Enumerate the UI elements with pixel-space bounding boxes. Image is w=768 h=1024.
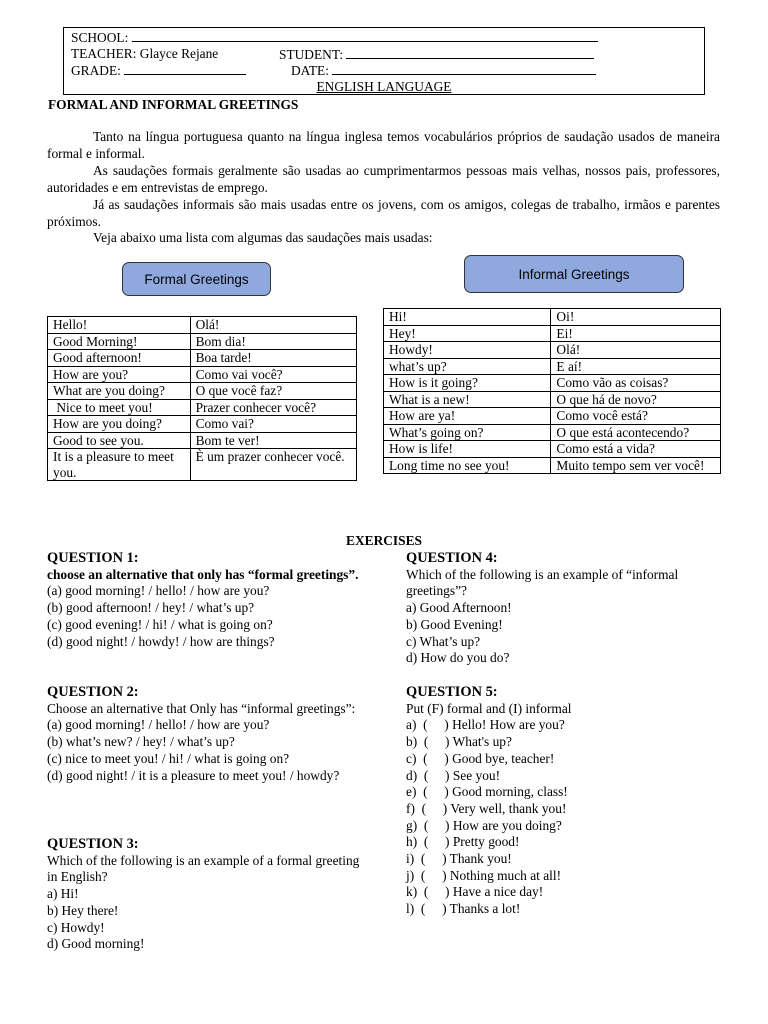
student-line	[279, 46, 594, 63]
question-5-options	[406, 717, 726, 917]
formal-greeting-english-cell: Good to see you.	[48, 432, 191, 449]
formal-greeting-row	[48, 350, 357, 367]
informal-greeting-portuguese-cell: O que está acontecendo?	[551, 424, 721, 441]
teacher-label: TEACHER: Glayce Rejane	[71, 46, 219, 61]
intro-paragraph-2: As saudações formais geralmente são usadas ao cumprimentarmos pessoas mais velhas, nossos pais, professores, autoridades e em entrevistas de emprego.	[47, 163, 720, 195]
question-5-item[interactable]: a) ( ) Hello! How are you?	[406, 717, 565, 733]
formal-greeting-portuguese-cell: Prazer conhecer você?	[190, 399, 356, 416]
question-1-option-a[interactable]: (a) good morning! / hello! / how are you?	[47, 583, 270, 599]
question-2-title: QUESTION 2:	[47, 684, 139, 700]
question-1-option-c[interactable]: (c) good evening! / hi! / what is going on?	[47, 616, 273, 632]
informal-greeting-english-cell: Long time no see you!	[384, 457, 551, 474]
page-title: FORMAL AND INFORMAL GREETINGS	[48, 97, 299, 112]
formal-greeting-portuguese-cell: Bom dia!	[190, 333, 356, 350]
formal-greeting-english-cell: Good afternoon!	[48, 350, 191, 367]
question-5-title: QUESTION 5:	[406, 684, 498, 700]
formal-greeting-english-cell: How are you?	[48, 366, 191, 383]
subject-title: ENGLISH LANGUAGE	[316, 79, 452, 94]
formal-greeting-english-cell: Nice to meet you!	[48, 399, 191, 416]
question-5-item[interactable]: j) ( ) Nothing much at all!	[406, 867, 562, 883]
question-5-item[interactable]: f) ( ) Very well, thank you!	[406, 800, 567, 816]
question-1-option-d[interactable]: (d) good night! / howdy! / how are things?	[47, 633, 275, 649]
informal-greeting-english-cell: what’s up?	[384, 358, 551, 375]
informal-greeting-row	[384, 457, 721, 474]
question-4	[406, 550, 726, 667]
informal-greeting-row	[384, 325, 721, 342]
informal-greeting-portuguese-cell: Muito tempo sem ver você!	[551, 457, 721, 474]
exercises-title: EXERCISES	[346, 533, 422, 548]
question-5-item[interactable]: c) ( ) Good bye, teacher!	[406, 750, 555, 766]
informal-greeting-row	[384, 358, 721, 375]
question-2-option-d[interactable]: (d) good night! / it is a pleasure to meet you! / howdy?	[47, 767, 340, 783]
question-2-option-c[interactable]: (c) nice to meet you! / hi! / what is going on?	[47, 750, 290, 766]
formal-greetings-label: Formal Greetings	[122, 262, 271, 296]
informal-greeting-portuguese-cell: Como está a vida?	[551, 441, 721, 458]
question-5-item[interactable]: b) ( ) What's up?	[406, 734, 512, 750]
informal-greeting-row	[384, 424, 721, 441]
question-4-title: QUESTION 4:	[406, 550, 498, 566]
question-3-option-d[interactable]: d) Good morning!	[47, 936, 145, 952]
school-line	[71, 29, 598, 46]
question-3-option-b[interactable]: b) Hey there!	[47, 902, 119, 918]
formal-greeting-row	[48, 383, 357, 400]
informal-greeting-portuguese-cell: Olá!	[551, 342, 721, 359]
question-5-item[interactable]: g) ( ) How are you doing?	[406, 817, 562, 833]
question-4-option-b[interactable]: b) Good Evening!	[406, 616, 503, 632]
informal-greeting-english-cell: How is life!	[384, 441, 551, 458]
question-5-item[interactable]: h) ( ) Pretty good!	[406, 834, 520, 850]
question-4-option-c[interactable]: c) What’s up?	[406, 633, 481, 649]
informal-greeting-portuguese-cell: Como você está?	[551, 408, 721, 425]
school-blank[interactable]	[132, 29, 598, 42]
informal-greetings-label: Informal Greetings	[464, 255, 684, 293]
question-3-option-a[interactable]: a) Hi!	[47, 886, 79, 902]
informal-greeting-row	[384, 408, 721, 425]
question-2	[47, 684, 367, 784]
formal-greeting-row	[48, 416, 357, 433]
informal-greeting-row	[384, 375, 721, 392]
formal-greeting-english-cell: What are you doing?	[48, 383, 191, 400]
question-4-option-a[interactable]: a) Good Afternoon!	[406, 600, 512, 616]
informal-greeting-english-cell: How are ya!	[384, 408, 551, 425]
formal-greeting-english-cell: How are you doing?	[48, 416, 191, 433]
informal-greeting-english-cell: Hey!	[384, 325, 551, 342]
informal-greeting-english-cell: How is it going?	[384, 375, 551, 392]
formal-greeting-english-cell: Hello!	[48, 317, 191, 334]
grade-line	[71, 62, 246, 79]
date-label: DATE:	[291, 63, 329, 78]
formal-greeting-row	[48, 399, 357, 416]
intro-paragraph-1: Tanto na língua portuguesa quanto na língua inglesa temos vocabulários próprios de saudação usados de maneira formal e informal.	[47, 129, 720, 161]
question-2-option-a[interactable]: (a) good morning! / hello! / how are you?	[47, 717, 270, 733]
informal-greeting-english-cell: Hi!	[384, 309, 551, 326]
question-5-item[interactable]: i) ( ) Thank you!	[406, 851, 512, 867]
header-box	[63, 27, 705, 95]
question-1-title: QUESTION 1:	[47, 550, 139, 566]
question-1-prompt: choose an alternative that only has “formal greetings”.	[47, 566, 359, 582]
date-blank[interactable]	[332, 62, 596, 75]
question-1	[47, 550, 367, 650]
informal-greeting-english-cell: What is a new!	[384, 391, 551, 408]
student-blank[interactable]	[346, 46, 594, 59]
informal-greeting-portuguese-cell: O que há de novo?	[551, 391, 721, 408]
formal-greeting-portuguese-cell: Olá!	[190, 317, 356, 334]
question-5-item[interactable]: d) ( ) See you!	[406, 767, 501, 783]
informal-greeting-row	[384, 441, 721, 458]
formal-greeting-row	[48, 366, 357, 383]
informal-greetings-table	[383, 308, 721, 474]
formal-greeting-portuguese-cell: È um prazer conhecer você.	[190, 449, 356, 481]
formal-greeting-row	[48, 333, 357, 350]
question-3-prompt: Which of the following is an example of a formal greeting in English?	[47, 852, 360, 885]
teacher-line	[71, 46, 218, 62]
formal-greeting-portuguese-cell: O que você faz?	[190, 383, 356, 400]
question-3-option-c[interactable]: c) Howdy!	[47, 919, 105, 935]
informal-greeting-row	[384, 391, 721, 408]
informal-greeting-portuguese-cell: Ei!	[551, 325, 721, 342]
student-label: STUDENT:	[279, 47, 344, 62]
informal-greeting-row	[384, 342, 721, 359]
formal-greeting-row	[48, 317, 357, 334]
formal-greetings-table	[47, 316, 357, 481]
question-2-prompt: Choose an alternative that Only has “informal greetings”:	[47, 700, 356, 716]
question-5	[406, 684, 726, 918]
informal-greeting-row	[384, 309, 721, 326]
informal-greeting-english-cell: What’s going on?	[384, 424, 551, 441]
informal-greeting-english-cell: Howdy!	[384, 342, 551, 359]
formal-greeting-english-cell: It is a pleasure to meet you.	[48, 449, 191, 481]
formal-greeting-portuguese-cell: Boa tarde!	[190, 350, 356, 367]
question-5-prompt: Put (F) formal and (I) informal	[406, 700, 572, 716]
school-label: SCHOOL:	[71, 30, 129, 45]
intro-paragraph-3: Já as saudações informais são mais usadas entre os jovens, com os amigos, colegas de trabalho, irmãos e parentes próximos.	[47, 197, 720, 229]
question-5-item[interactable]: e) ( ) Good morning, class!	[406, 784, 568, 800]
formal-greeting-portuguese-cell: Como vai você?	[190, 366, 356, 383]
formal-greeting-english-cell: Good Morning!	[48, 333, 191, 350]
question-4-prompt: Which of the following is an example of “informal greetings”?	[406, 566, 679, 599]
informal-greeting-portuguese-cell: Como vão as coisas?	[551, 375, 721, 392]
grade-label: GRADE:	[71, 63, 121, 78]
informal-greeting-portuguese-cell: Oi!	[551, 309, 721, 326]
question-5-item[interactable]: l) ( ) Thanks a lot!	[406, 901, 521, 917]
date-line	[291, 62, 596, 79]
formal-greeting-row	[48, 449, 357, 481]
informal-greeting-portuguese-cell: E aí!	[551, 358, 721, 375]
question-4-option-d[interactable]: d) How do you do?	[406, 650, 510, 666]
formal-greeting-portuguese-cell: Bom te ver!	[190, 432, 356, 449]
grade-blank[interactable]	[124, 62, 246, 75]
formal-greeting-portuguese-cell: Como vai?	[190, 416, 356, 433]
intro-paragraph-4: Veja abaixo uma lista com algumas das saudações mais usadas:	[93, 230, 433, 245]
question-3-title: QUESTION 3:	[47, 836, 139, 852]
question-3	[47, 836, 367, 953]
question-2-option-b[interactable]: (b) what’s new? / hey! / what’s up?	[47, 734, 235, 750]
question-5-item[interactable]: k) ( ) Have a nice day!	[406, 884, 544, 900]
question-1-option-b[interactable]: (b) good afternoon! / hey! / what’s up?	[47, 600, 255, 616]
formal-greeting-row	[48, 432, 357, 449]
